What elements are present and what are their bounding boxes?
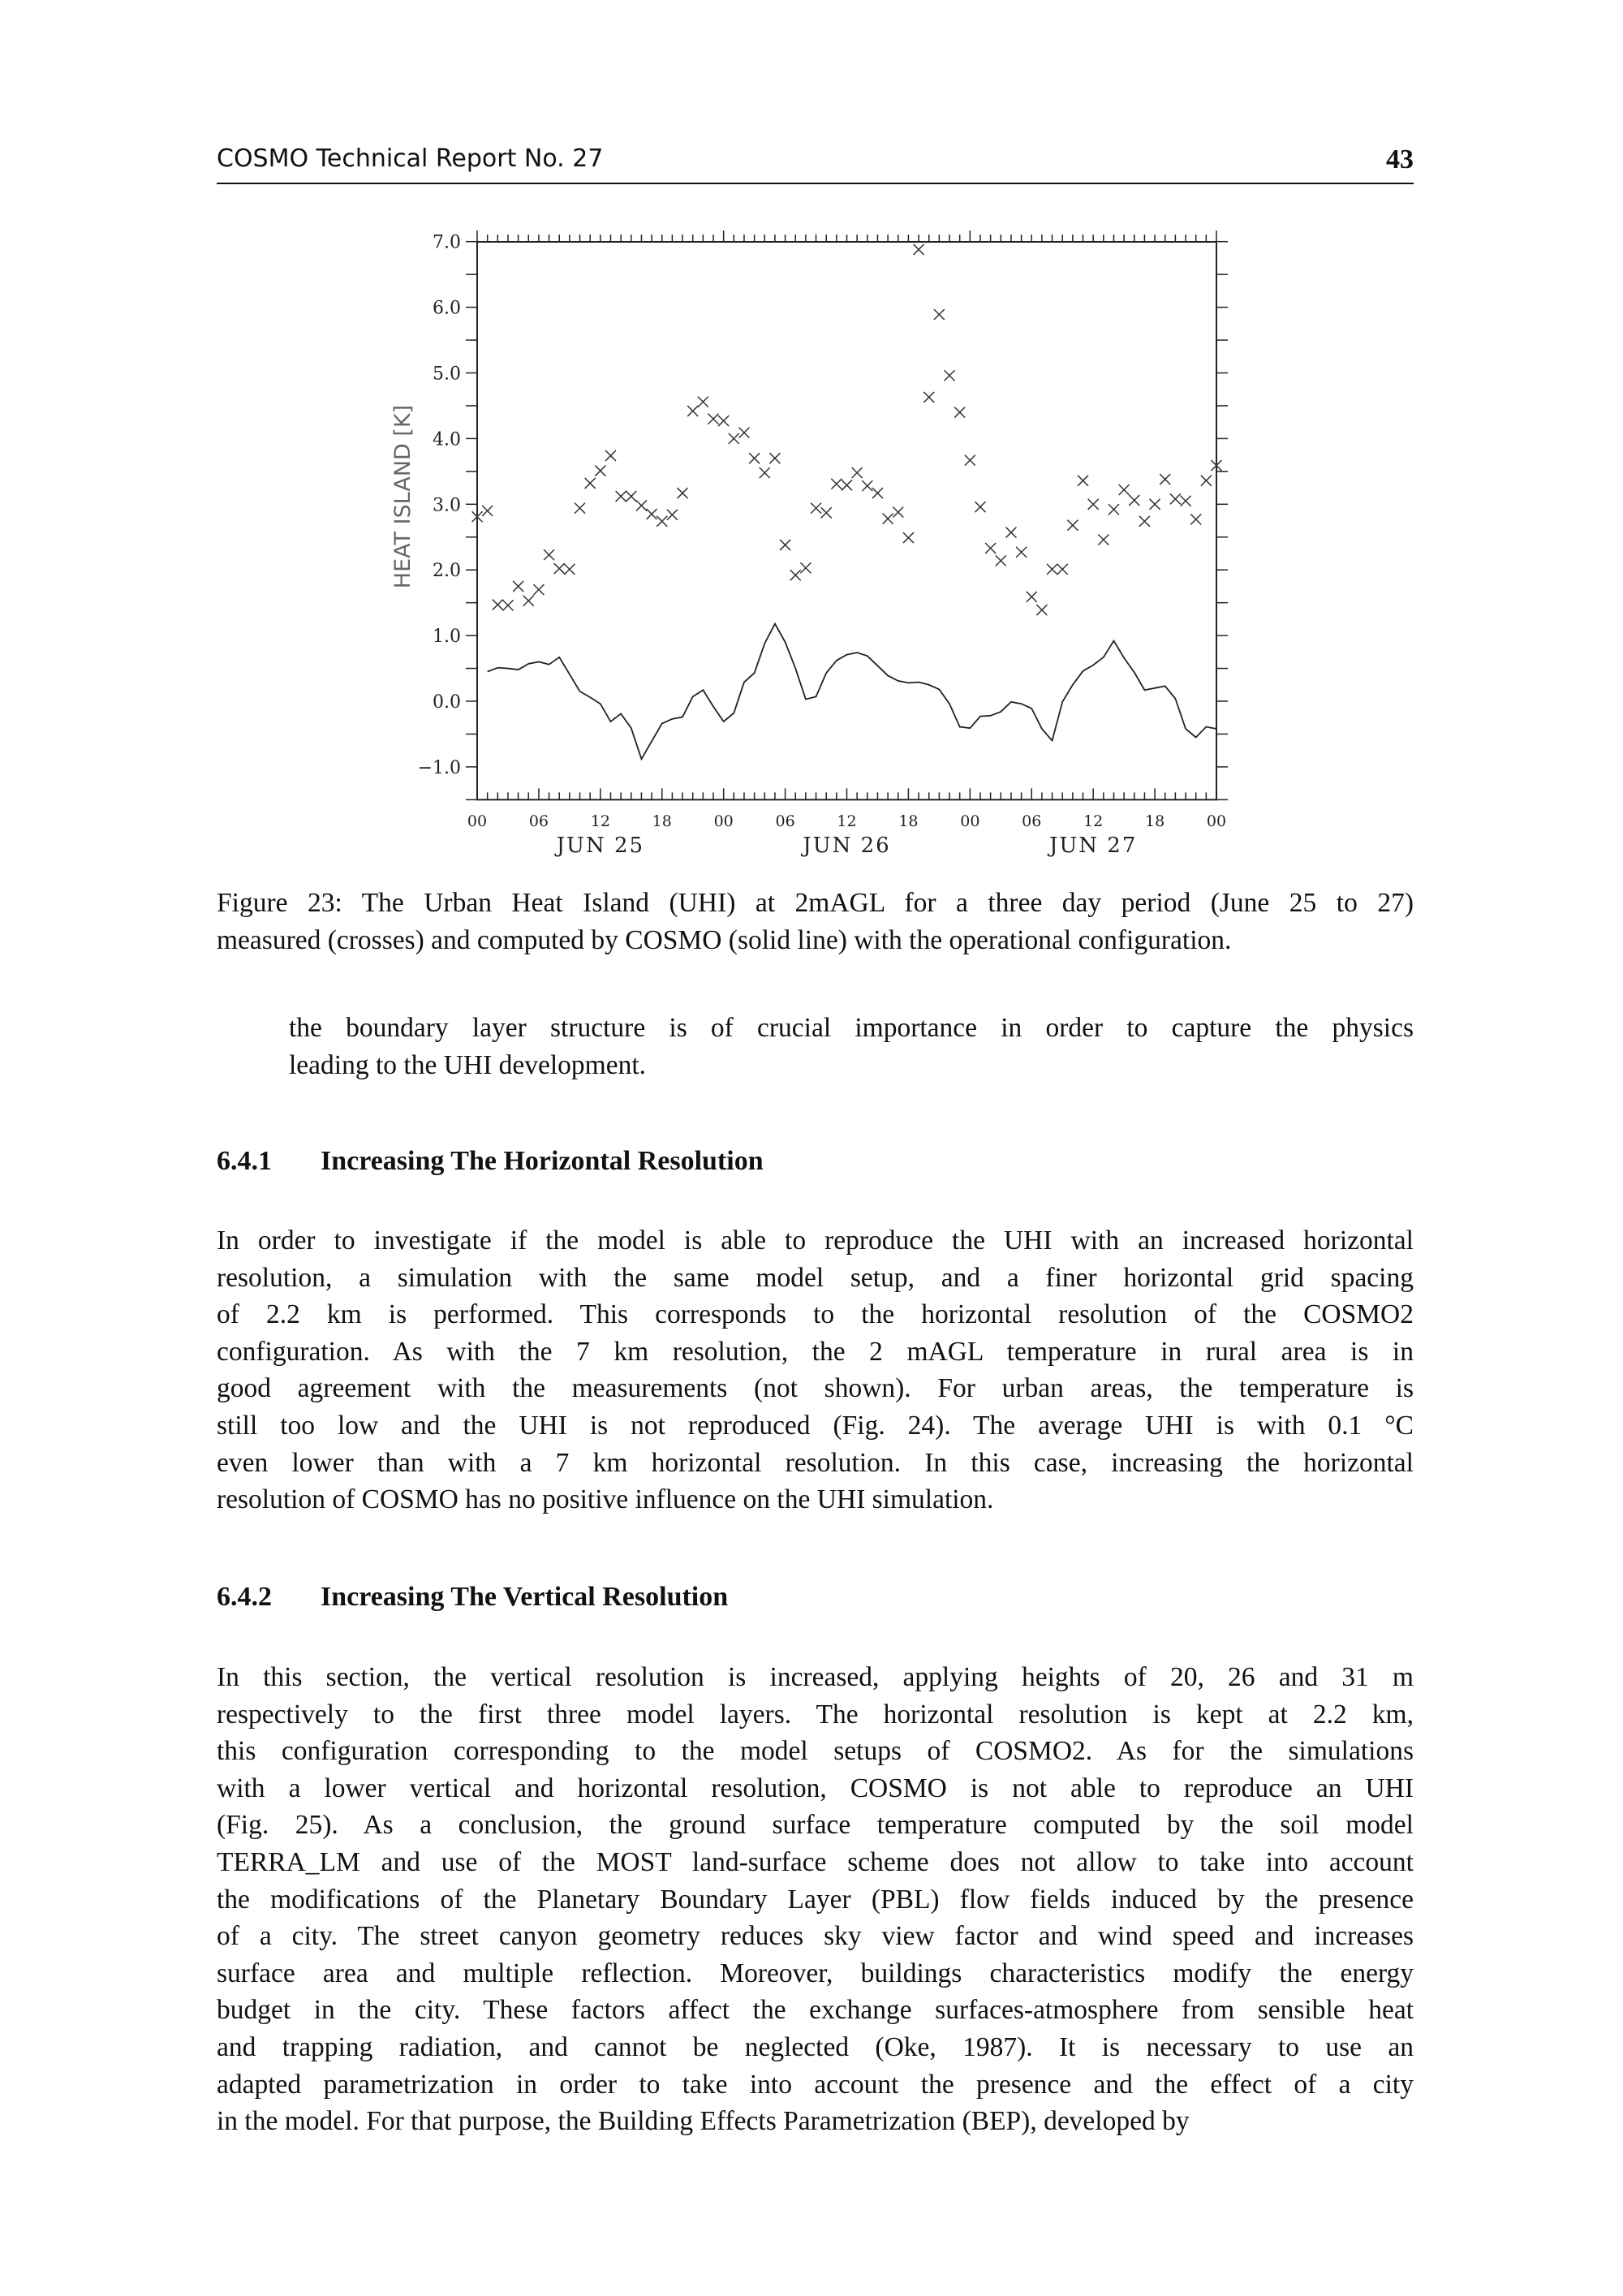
text-line: and trapping radiation, and cannot be neglected (Oke, 1987). It is necessary to use an: [217, 2032, 1414, 2062]
cross-icon: [1078, 476, 1088, 486]
text-line: the boundary layer structure is of crucial importance in order to capture the physics: [289, 1013, 1414, 1043]
cross-icon: [883, 514, 893, 524]
measured-cross: [1129, 495, 1139, 506]
section-heading-6-4-1: [217, 1146, 764, 1177]
chart-marks: [472, 244, 1222, 759]
measured-cross: [544, 549, 554, 560]
measured-cross: [1036, 605, 1047, 615]
y-tick-label: 2.0: [433, 561, 461, 582]
measured-cross: [647, 509, 657, 519]
y-tick-label: 7.0: [433, 232, 461, 253]
measured-cross: [523, 596, 534, 606]
measured-cross: [831, 479, 842, 489]
cross-icon: [626, 491, 636, 502]
cross-icon: [502, 600, 513, 610]
cross-icon: [678, 488, 688, 498]
text-line: measured (crosses) and computed by COSMO (solid line) with the operational configuration.: [217, 924, 1232, 955]
section-heading-6-4-2: [217, 1582, 728, 1613]
text-line: resolution of COSMO has no positive influence on the UHI simulation.: [217, 1484, 994, 1515]
measured-cross: [626, 491, 636, 502]
cross-icon: [1160, 474, 1170, 485]
section-title: Increasing The Horizontal Resolution: [321, 1146, 764, 1176]
cross-icon: [1098, 534, 1109, 545]
cross-icon: [636, 500, 647, 510]
measured-cross: [1139, 516, 1150, 527]
text-line: resolution, a simulation with the same model setup, and a finer horizontal grid spacing: [217, 1262, 1414, 1293]
text-line: In order to investigate if the model is able to reproduce the UHI with an increased horizontal: [217, 1226, 1414, 1256]
y-tick-label: 6.0: [433, 298, 461, 319]
text-line: Figure 23: The Urban Heat Island (UHI) at 2mAGL for a three day period (June 25 to 27): [217, 888, 1414, 918]
cross-icon: [1088, 499, 1099, 510]
x-tick-label: 12: [590, 812, 610, 830]
cross-icon: [1190, 514, 1201, 524]
cross-icon: [738, 428, 749, 438]
cross-icon: [800, 562, 811, 573]
measured-cross: [914, 244, 924, 255]
text-line: of a city. The street canyon geometry reduces sky view factor and wind speed and increases: [217, 1921, 1414, 1952]
cross-icon: [811, 503, 821, 514]
cross-icon: [605, 450, 616, 461]
cross-icon: [575, 503, 585, 514]
cross-icon: [996, 555, 1006, 566]
measured-cross: [575, 503, 585, 514]
measured-cross: [585, 478, 596, 489]
measured-cross: [923, 392, 934, 403]
cross-icon: [698, 397, 708, 407]
measured-cross: [1016, 547, 1027, 558]
cross-icon: [1181, 496, 1191, 506]
measured-cross: [502, 600, 513, 610]
text-line: still too low and the UHI is not reproduced (Fig. 24). The average UHI is with 0.1 °C: [217, 1411, 1414, 1441]
measured-cross: [1027, 592, 1037, 602]
measured-cross: [708, 414, 719, 424]
cross-icon: [831, 479, 842, 489]
measured-cross: [760, 467, 770, 478]
section-title: Increasing The Vertical Resolution: [321, 1582, 729, 1612]
measured-cross: [780, 540, 790, 550]
text-line: of 2.2 km is performed. This corresponds to the horizontal resolution of the COSMO2: [217, 1299, 1414, 1330]
text-line: surface area and multiple reflection. Moreover, buildings characteristics modify the energy: [217, 1958, 1414, 1988]
measured-cross: [687, 406, 698, 416]
cross-icon: [1170, 493, 1181, 504]
measured-cross: [945, 370, 955, 381]
x-tick-label: 18: [652, 812, 672, 830]
measured-cross: [1181, 496, 1191, 506]
cross-icon: [729, 433, 739, 444]
cross-icon: [523, 596, 534, 606]
measured-cross: [965, 455, 975, 466]
cross-icon: [934, 309, 945, 320]
text-line: adapted parametrization in order to take into account the presence and the effect of a city: [217, 2069, 1414, 2100]
cross-icon: [1016, 547, 1027, 558]
measured-cross: [718, 416, 729, 426]
measured-cross: [1190, 514, 1201, 524]
measured-cross: [616, 491, 626, 502]
cross-icon: [1129, 495, 1139, 506]
cross-icon: [769, 453, 780, 463]
cross-icon: [1109, 504, 1119, 515]
x-tick-label: 00: [1206, 812, 1227, 830]
x-tick-label: 12: [837, 812, 857, 830]
cross-icon: [760, 467, 770, 478]
y-tick-label: 3.0: [433, 495, 461, 516]
cross-icon: [718, 416, 729, 426]
cross-icon: [708, 414, 719, 424]
x-tick-label: 18: [1144, 812, 1165, 830]
cross-icon: [1005, 528, 1016, 538]
measured-cross: [1067, 520, 1078, 531]
report-title: COSMO Technical Report No. 27: [217, 144, 604, 173]
cross-icon: [1201, 476, 1212, 486]
cross-icon: [1150, 499, 1160, 510]
cross-icon: [687, 406, 698, 416]
cross-icon: [657, 516, 667, 527]
measured-cross: [1057, 564, 1068, 575]
measured-cross: [564, 564, 575, 575]
measured-cross: [513, 581, 523, 592]
cross-icon: [554, 563, 565, 574]
plot-frame: [477, 242, 1216, 799]
page-number: 43: [1386, 144, 1414, 174]
cross-icon: [1139, 516, 1150, 527]
measured-cross: [595, 466, 605, 476]
measured-cross: [636, 500, 647, 510]
day-label: JUN 27: [1048, 834, 1138, 858]
measured-cross: [605, 450, 616, 461]
measured-cross: [1078, 476, 1088, 486]
cross-icon: [923, 392, 934, 403]
x-tick-label: 06: [775, 812, 795, 830]
measured-cross: [883, 514, 893, 524]
cross-icon: [1067, 520, 1078, 531]
measured-cross: [1119, 485, 1130, 495]
cross-icon: [914, 244, 924, 255]
measured-cross: [678, 488, 688, 498]
x-tick-label: 06: [1022, 812, 1042, 830]
text-line: TERRA_LM and use of the MOST land-surface scheme does not allow to take into account: [217, 1847, 1414, 1877]
cross-icon: [544, 549, 554, 560]
cross-icon: [533, 584, 544, 595]
y-tick-label: −1.0: [417, 757, 461, 778]
measured-cross: [985, 543, 996, 554]
text-line: budget in the city. These factors affect the exchange surfaces-atmosphere from sensible heat: [217, 1995, 1414, 2026]
text-line: leading to the UHI development.: [289, 1049, 647, 1080]
cross-icon: [965, 455, 975, 466]
measured-cross: [842, 480, 852, 490]
text-line: with a lower vertical and horizontal resolution, COSMO is not able to reproduce an UHI: [217, 1773, 1414, 1803]
measured-cross: [790, 570, 801, 580]
measured-cross: [698, 397, 708, 407]
y-tick-label: 4.0: [433, 429, 461, 450]
day-label: JUN 25: [556, 834, 645, 858]
text-line: good agreement with the measurements (not shown). For urban areas, the temperature is: [217, 1373, 1414, 1404]
y-tick-label: 1.0: [433, 627, 461, 648]
day-label: JUN 26: [803, 834, 891, 858]
cross-icon: [975, 502, 985, 512]
measured-cross: [954, 407, 965, 418]
measured-cross: [1170, 493, 1181, 504]
measured-cross: [903, 532, 914, 543]
cross-icon: [945, 370, 955, 381]
cross-icon: [872, 488, 883, 498]
cross-icon: [1027, 592, 1037, 602]
x-tick-label: 00: [713, 812, 734, 830]
measured-cross: [554, 563, 565, 574]
measured-cross: [1160, 474, 1170, 485]
cross-icon: [1036, 605, 1047, 615]
cross-icon: [616, 491, 626, 502]
cross-icon: [985, 543, 996, 554]
cross-icon: [595, 466, 605, 476]
measured-cross: [533, 584, 544, 595]
measured-cross: [800, 562, 811, 573]
measured-cross: [657, 516, 667, 527]
measured-cross: [1098, 534, 1109, 545]
y-axis-label: HEAT ISLAND [K]: [390, 404, 415, 589]
cross-icon: [780, 540, 790, 550]
section-number: 6.4.1: [217, 1146, 272, 1176]
section-number: 6.4.2: [217, 1582, 272, 1612]
cross-icon: [954, 407, 965, 418]
x-tick-label: 00: [467, 812, 488, 830]
cross-icon: [862, 480, 872, 491]
cross-icon: [647, 509, 657, 519]
text-line: (Fig. 25). As a conclusion, the ground surface temperature computed by the soil model: [217, 1810, 1414, 1841]
text-line: in the model. For that purpose, the Building Effects Parametrization (BEP), developed by: [217, 2106, 1190, 2137]
measured-cross: [893, 507, 903, 518]
measured-cross: [769, 453, 780, 463]
cross-icon: [893, 507, 903, 518]
measured-cross: [975, 502, 985, 512]
measured-cross: [811, 503, 821, 514]
measured-cross: [738, 428, 749, 438]
text-line: respectively to the first three model layers. The horizontal resolution is kept at 2.2 km,: [217, 1699, 1414, 1730]
cross-icon: [1119, 485, 1130, 495]
measured-cross: [493, 600, 503, 610]
text-line: In this section, the vertical resolution is increased, applying heights of 20, 26 and 31 m: [217, 1662, 1414, 1692]
cross-icon: [1047, 564, 1057, 575]
cross-icon: [790, 570, 801, 580]
measured-cross: [667, 510, 678, 520]
measured-cross: [1005, 528, 1016, 538]
measured-cross: [1047, 564, 1057, 575]
cross-icon: [493, 600, 503, 610]
cross-icon: [513, 581, 523, 592]
measured-cross: [1201, 476, 1212, 486]
measured-cross: [729, 433, 739, 444]
cross-icon: [903, 532, 914, 543]
cross-icon: [749, 453, 760, 463]
y-tick-label: 0.0: [433, 692, 461, 713]
cosmo-line: [488, 624, 1216, 760]
cross-icon: [842, 480, 852, 490]
cross-icon: [667, 510, 678, 520]
cross-icon: [821, 507, 832, 518]
x-tick-label: 18: [898, 812, 919, 830]
measured-cross: [482, 506, 493, 516]
x-tick-label: 12: [1083, 812, 1104, 830]
chart-axes: [418, 230, 1228, 858]
measured-cross: [872, 488, 883, 498]
x-tick-label: 06: [528, 812, 549, 830]
measured-cross: [1088, 499, 1099, 510]
measured-cross: [1109, 504, 1119, 515]
y-tick-label: 5.0: [433, 364, 461, 385]
cross-icon: [1057, 564, 1068, 575]
text-line: this configuration corresponding to the model setups of COSMO2. As for the simulations: [217, 1736, 1414, 1767]
measured-cross: [862, 480, 872, 491]
cross-icon: [585, 478, 596, 489]
measured-cross: [1150, 499, 1160, 510]
measured-cross: [852, 467, 863, 478]
text-line: even lower than with a 7 km horizontal resolution. In this case, increasing the horizontal: [217, 1447, 1414, 1478]
x-tick-label: 00: [960, 812, 980, 830]
text-line: the modifications of the Planetary Boundary Layer (PBL) flow fields induced by the presence: [217, 1884, 1414, 1915]
text-line: configuration. As with the 7 km resolution, the 2 mAGL temperature in rural area is in: [217, 1336, 1414, 1367]
cross-icon: [482, 506, 493, 516]
measured-cross: [996, 555, 1006, 566]
measured-cross: [749, 453, 760, 463]
cross-icon: [564, 564, 575, 575]
cross-icon: [852, 467, 863, 478]
measured-cross: [821, 507, 832, 518]
measured-cross: [934, 309, 945, 320]
uhi-chart: [0, 0, 1623, 877]
